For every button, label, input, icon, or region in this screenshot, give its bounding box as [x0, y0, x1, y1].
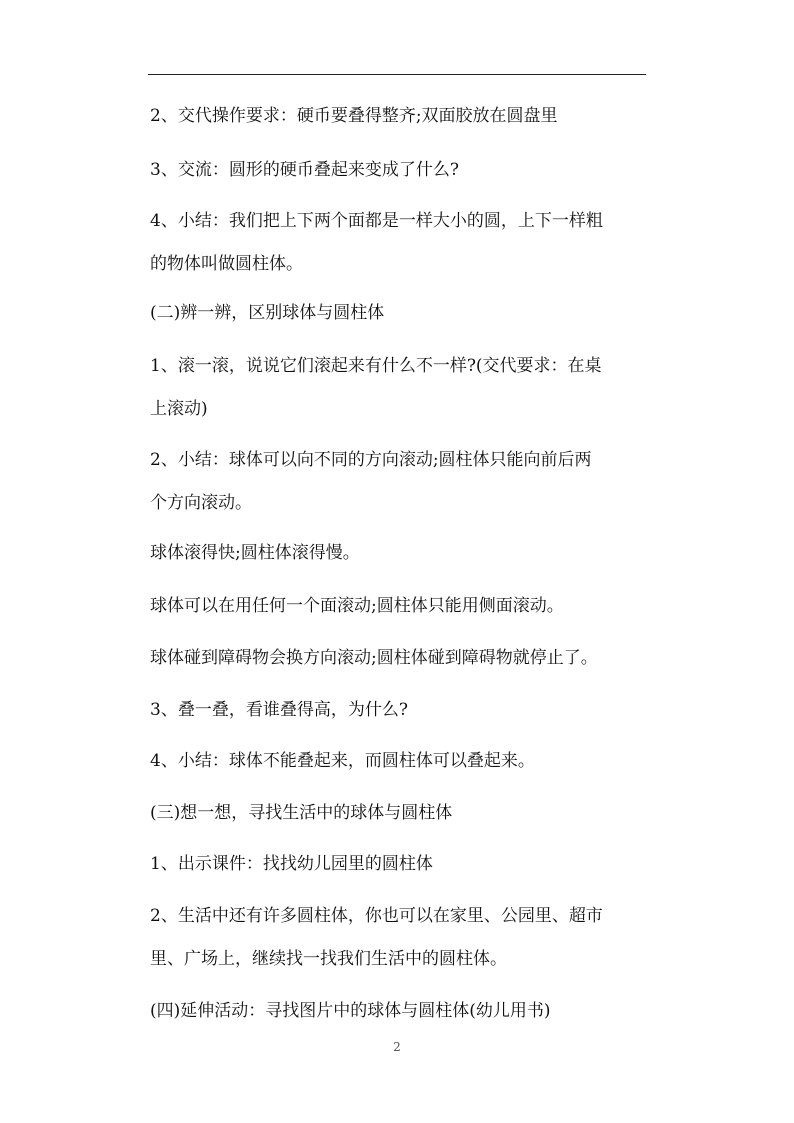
text-line: 3、叠一叠，看谁叠得高，为什么?: [150, 700, 408, 720]
header-rule: [148, 74, 646, 75]
text-line: 球体可以在用任何一个面滚动;圆柱体只能用侧面滚动。: [150, 596, 564, 616]
text-line: 4、小结：我们把上下两个面都是一样大小的圆，上下一样粗: [150, 211, 603, 231]
section-heading: (四)延伸活动：寻找图片中的球体与圆柱体(幼儿用书): [150, 1001, 551, 1021]
text-line: 4、小结：球体不能叠起来，而圆柱体可以叠起来。: [150, 751, 535, 771]
text-line: 球体碰到障碍物会换方向滚动;圆柱体碰到障碍物就停止了。: [150, 648, 598, 668]
text-line: 1、滚一滚，说说它们滚起来有什么不一样?(交代要求：在桌: [150, 356, 602, 376]
text-line: 里、广场上，继续找一找我们生活中的圆柱体。: [150, 949, 507, 969]
text-line: 2、生活中还有许多圆柱体，你也可以在家里、公园里、超市: [150, 906, 603, 926]
section-heading: (二)辨一辨，区别球体与圆柱体: [150, 303, 385, 323]
section-heading: (三)想一想，寻找生活中的球体与圆柱体: [150, 803, 453, 823]
text-line: 2、小结：球体可以向不同的方向滚动;圆柱体只能向前后两: [150, 450, 592, 470]
text-line: 3、交流：圆形的硬币叠起来变成了什么?: [150, 160, 459, 180]
text-line: 个方向滚动。: [150, 493, 252, 513]
text-line: 的物体叫做圆柱体。: [150, 254, 303, 274]
text-line: 1、出示课件：找找幼儿园里的圆柱体: [150, 854, 433, 874]
text-line: 2、交代操作要求：硬币要叠得整齐;双面胶放在圆盘里: [150, 106, 558, 126]
text-line: 上滚动): [150, 399, 208, 419]
page-number: 2: [393, 1040, 401, 1054]
text-line: 球体滚得快;圆柱体滚得慢。: [150, 543, 360, 563]
